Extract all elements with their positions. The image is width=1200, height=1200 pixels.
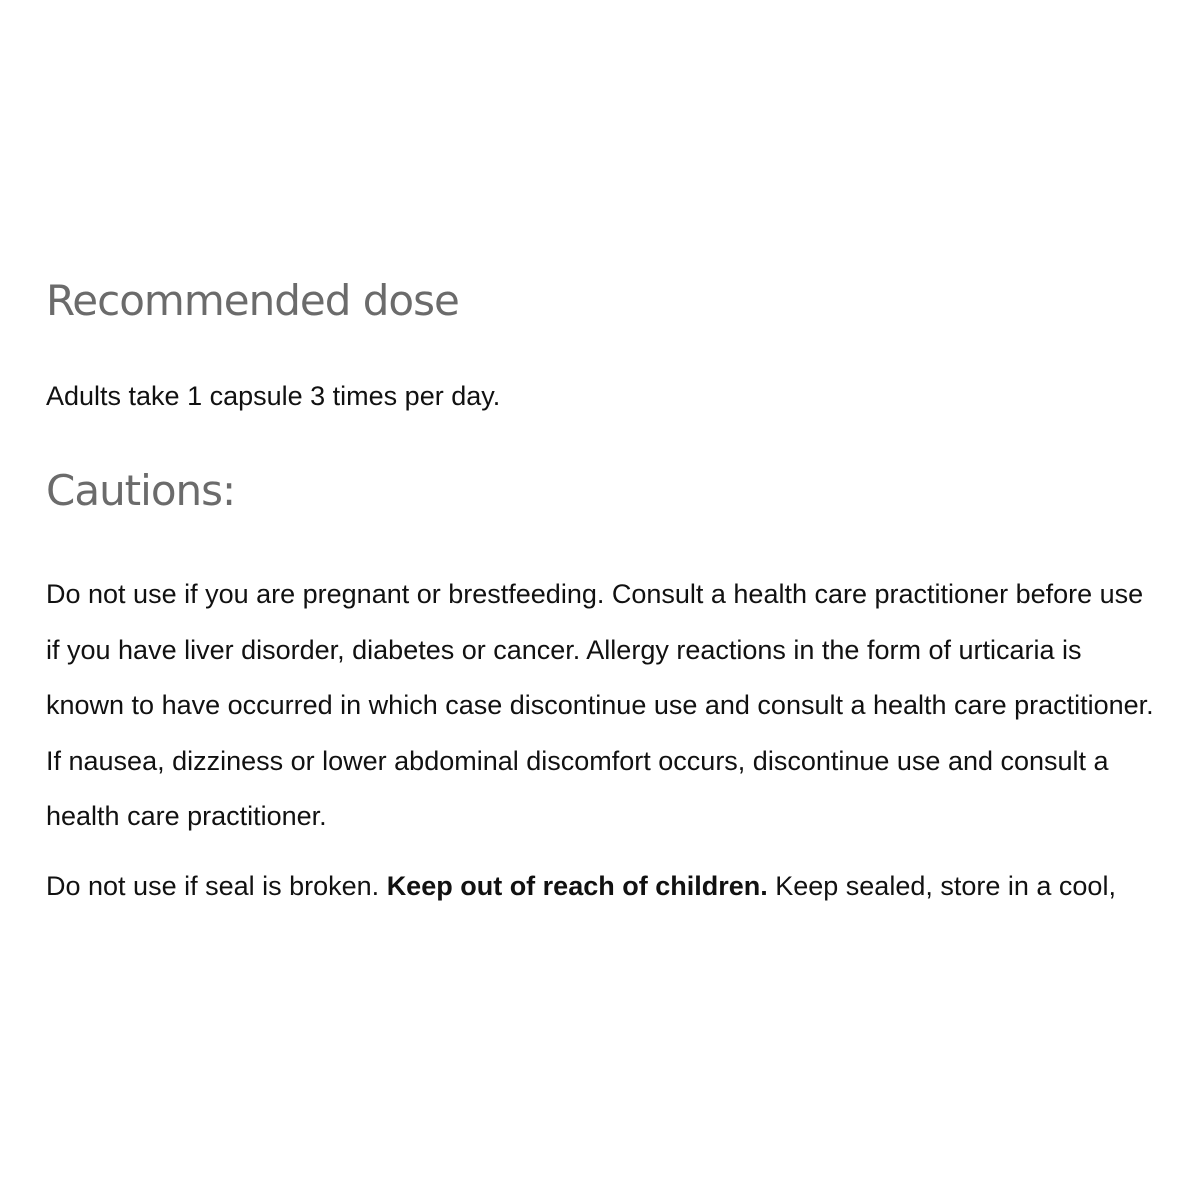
keep-out-of-reach-warning: Keep out of reach of children. — [386, 871, 768, 901]
storage-lead-text: Do not use if seal is broken. — [46, 871, 387, 901]
cautions-text: Do not use if you are pregnant or brestfeeding. Consult a health care practitioner before use if you have liver disorder, diabetes or cancer. Allergy reactions in the form of urticaria is known to have occurred in which case discontinue use and consult a health care practitioner. If nausea, dizziness or lower abdominal discomfort occurs, discontinue use and consult a health care practitioner. — [46, 579, 1154, 831]
storage-tail-text: Keep sealed, store in a cool, — [767, 871, 1116, 901]
storage-text — [46, 868, 1116, 904]
recommended-dose-heading: Recommended dose — [46, 276, 459, 325]
cautions-heading: Cautions: — [46, 466, 236, 515]
recommended-dose-text: Adults take 1 capsule 3 times per day. — [46, 381, 501, 411]
